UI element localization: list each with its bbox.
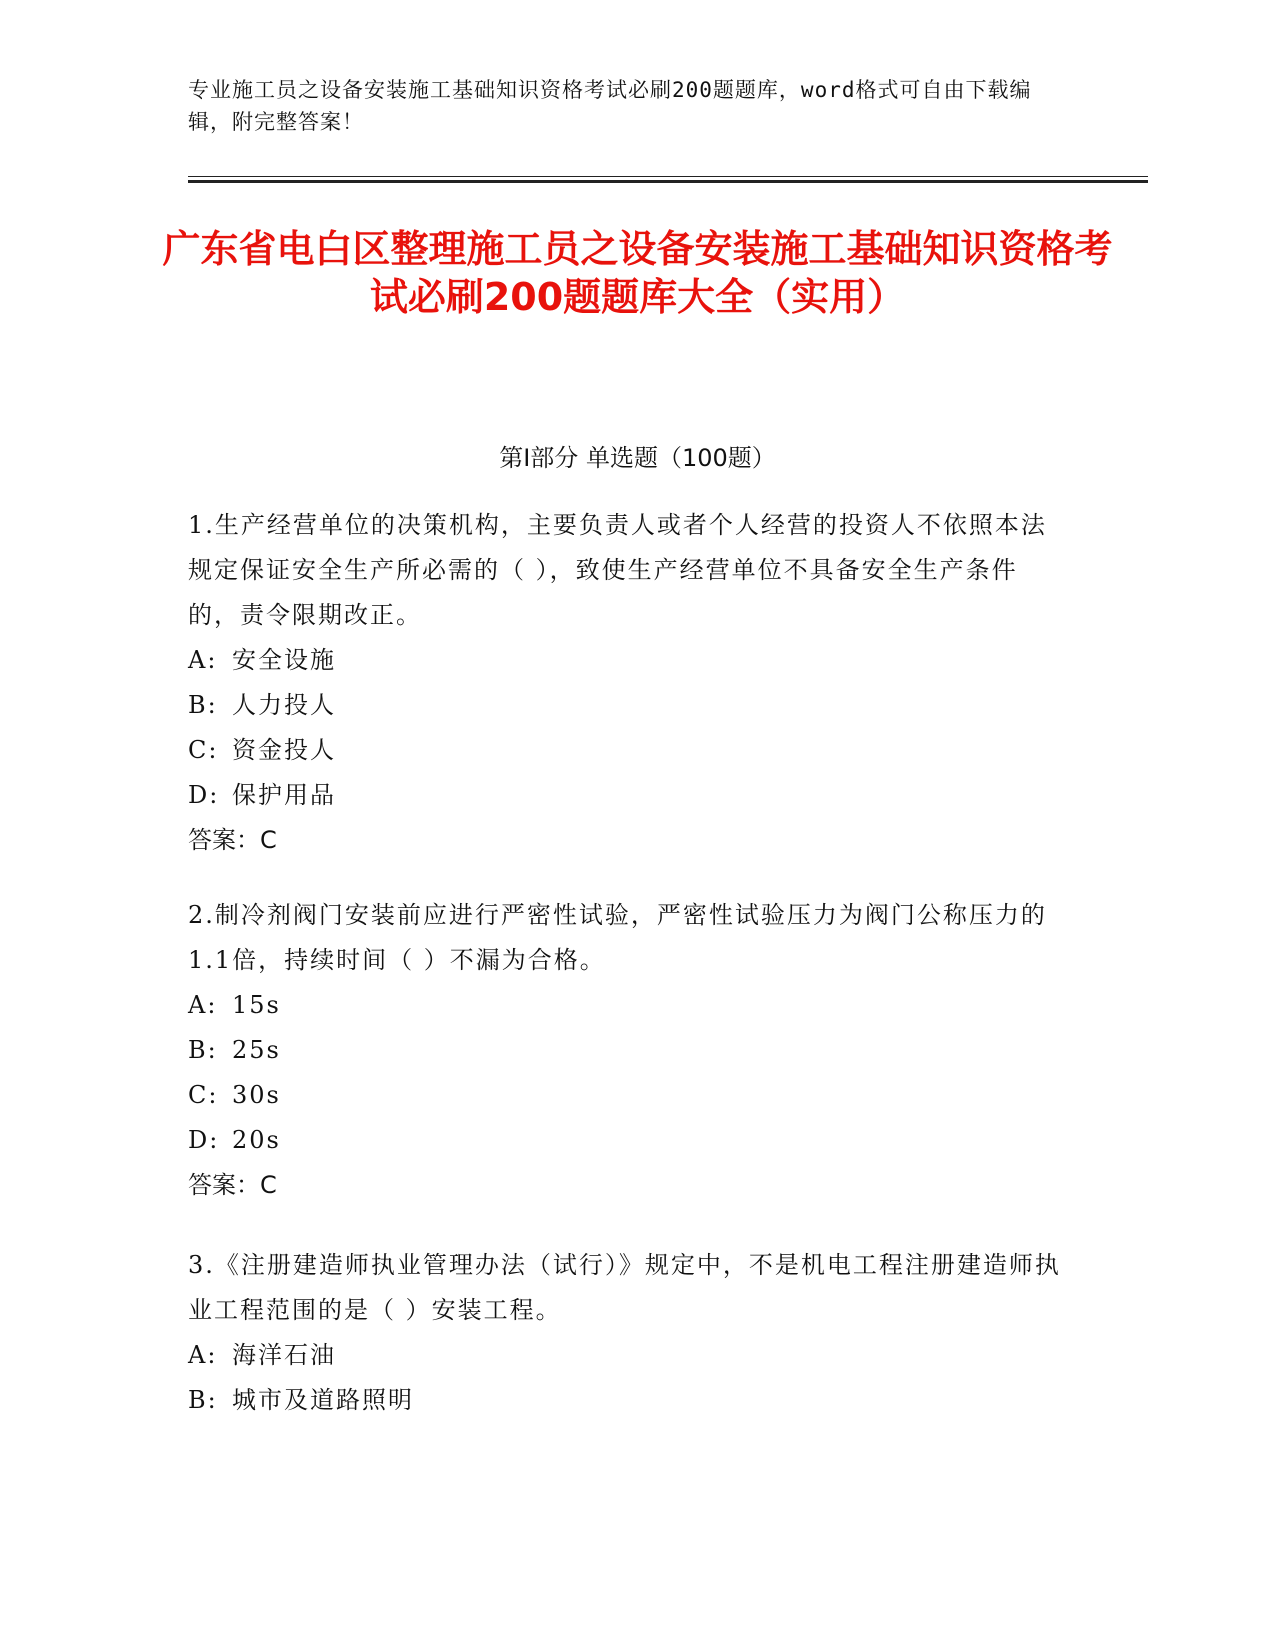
option-letter: B: (188, 1036, 218, 1064)
header-divider-thin (188, 176, 1148, 177)
option-c (188, 1073, 1068, 1118)
header-divider-thick (188, 180, 1148, 183)
option-d (188, 773, 1068, 818)
option-letter: C: (188, 1081, 219, 1109)
option-c (188, 728, 1068, 773)
option-text: 安全设施 (232, 646, 336, 674)
option-text: 25s (232, 1036, 281, 1064)
option-letter: A: (188, 1341, 218, 1369)
option-letter: D: (188, 1126, 220, 1154)
question-1 (188, 503, 1068, 863)
option-text: 20s (232, 1126, 281, 1154)
question-3 (188, 1243, 1068, 1423)
header-note: 专业施工员之设备安装施工基础知识资格考试必刷200题题库，word格式可自由下载编辑，附完整答案！ (188, 78, 1032, 134)
option-text: 海洋石油 (232, 1341, 336, 1369)
option-letter: A: (188, 991, 218, 1019)
answer: 答案：C (188, 1171, 277, 1199)
option-d (188, 1118, 1068, 1163)
option-text: 资金投人 (232, 736, 336, 764)
option-a (188, 638, 1068, 683)
question-2 (188, 893, 1068, 1208)
option-text: 人力投人 (232, 691, 336, 719)
option-b (188, 1028, 1068, 1073)
question-text: 1.生产经营单位的决策机构，主要负责人或者个人经营的投资人不依照本法规定保证安全生产所必需的（ ），致使生产经营单位不具备安全生产条件的，责令限期改正。 (188, 511, 1047, 629)
option-text: 保护用品 (232, 781, 336, 809)
option-a (188, 1333, 1068, 1378)
option-letter: B: (188, 691, 218, 719)
section-heading: 第I部分 单选题（100题） (499, 444, 776, 472)
option-text: 30s (232, 1081, 281, 1109)
question-text: 3.《注册建造师执业管理办法（试行）》规定中，不是机电工程注册建造师执业工程范围的是（ ）安装工程。 (188, 1251, 1061, 1324)
option-letter: D: (188, 781, 220, 809)
option-text: 15s (232, 991, 281, 1019)
option-b (188, 683, 1068, 728)
answer: 答案：C (188, 826, 277, 854)
document-title: 广东省电白区整理施工员之设备安装施工基础知识资格考试必刷200题题库大全（实用） (162, 227, 1113, 319)
option-text: 城市及道路照明 (232, 1386, 414, 1414)
option-letter: A: (188, 646, 218, 674)
option-a (188, 983, 1068, 1028)
option-letter: C: (188, 736, 219, 764)
question-text: 2.制冷剂阀门安装前应进行严密性试验，严密性试验压力为阀门公称压力的1.1倍，持续时间（ ）不漏为合格。 (188, 901, 1047, 974)
option-letter: B: (188, 1386, 218, 1414)
option-b (188, 1378, 1068, 1423)
